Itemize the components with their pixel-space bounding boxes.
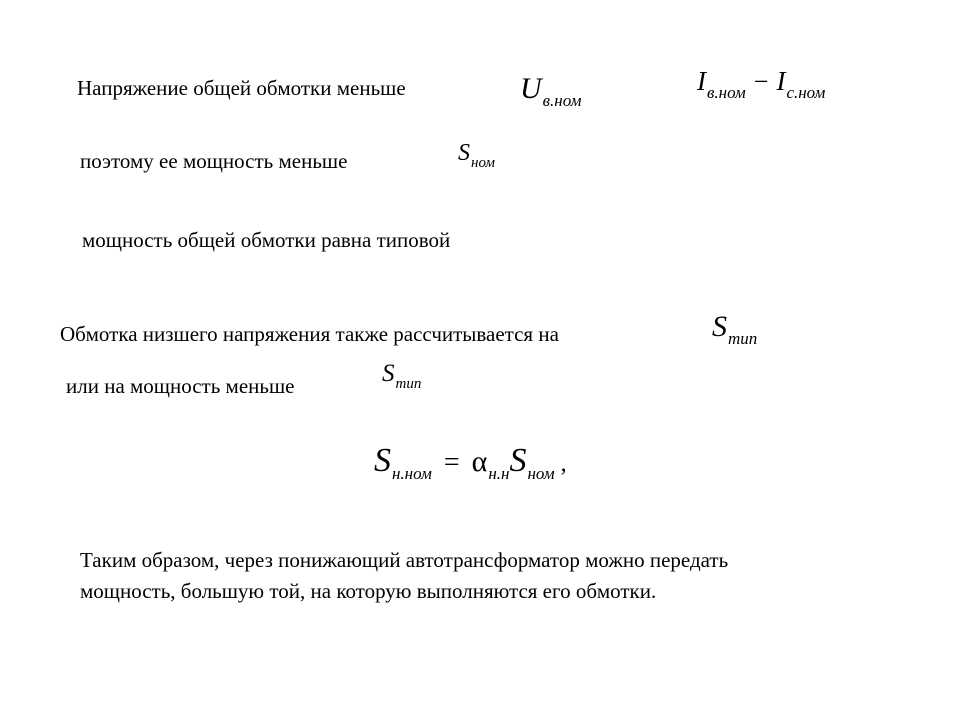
formula-subscript: ном <box>471 155 495 171</box>
formula-s-nom <box>458 140 495 171</box>
equation-alpha: α <box>471 445 488 478</box>
text-line-2: поэтому ее мощность меньше <box>80 149 348 173</box>
formula-main: I <box>697 66 706 96</box>
text-line-5: или на мощность меньше <box>66 374 295 398</box>
equation-alpha-subscript: н.н <box>488 464 510 483</box>
conclusion-paragraph <box>80 545 920 607</box>
equation-comma: , <box>560 451 567 477</box>
text-line-4: Обмотка низшего напряжения также рассчитывается на <box>60 322 559 346</box>
conclusion-line-1: Таким образом, через понижающий автотрансформатор можно передать <box>80 548 729 572</box>
formula-operator: − <box>753 67 769 96</box>
formula-subscript: в.ном <box>707 83 746 102</box>
formula-main: U <box>520 72 542 105</box>
equation-equals: = <box>443 447 460 478</box>
formula-subscript: в.ном <box>542 91 582 110</box>
formula-u-v-nom <box>520 72 582 110</box>
formula-s-tip-large <box>712 310 758 348</box>
equation-lhs-subscript: н.ном <box>392 464 432 483</box>
text-line-3: мощность общей обмотки равна типовой <box>82 228 451 252</box>
formula-i-difference <box>697 66 826 102</box>
formula-subscript: тип <box>395 376 422 392</box>
formula-subscript: с.ном <box>786 83 826 102</box>
conclusion-line-2: мощность, большую той, на которую выполняются его обмотки. <box>80 579 657 603</box>
formula-s-tip-small <box>382 360 422 392</box>
formula-subscript: тип <box>728 329 758 348</box>
text-line-1: Напряжение общей обмотки меньше <box>77 76 406 100</box>
formula-main: S <box>712 310 727 343</box>
equation-s-n-nom <box>374 442 567 483</box>
equation-rhs-subscript: ном <box>527 464 555 483</box>
formula-main: S <box>382 360 395 387</box>
formula-main: I <box>776 66 786 96</box>
equation-rhs-main: S <box>509 442 527 479</box>
formula-main: S <box>458 140 470 166</box>
equation-lhs-main: S <box>374 442 391 479</box>
